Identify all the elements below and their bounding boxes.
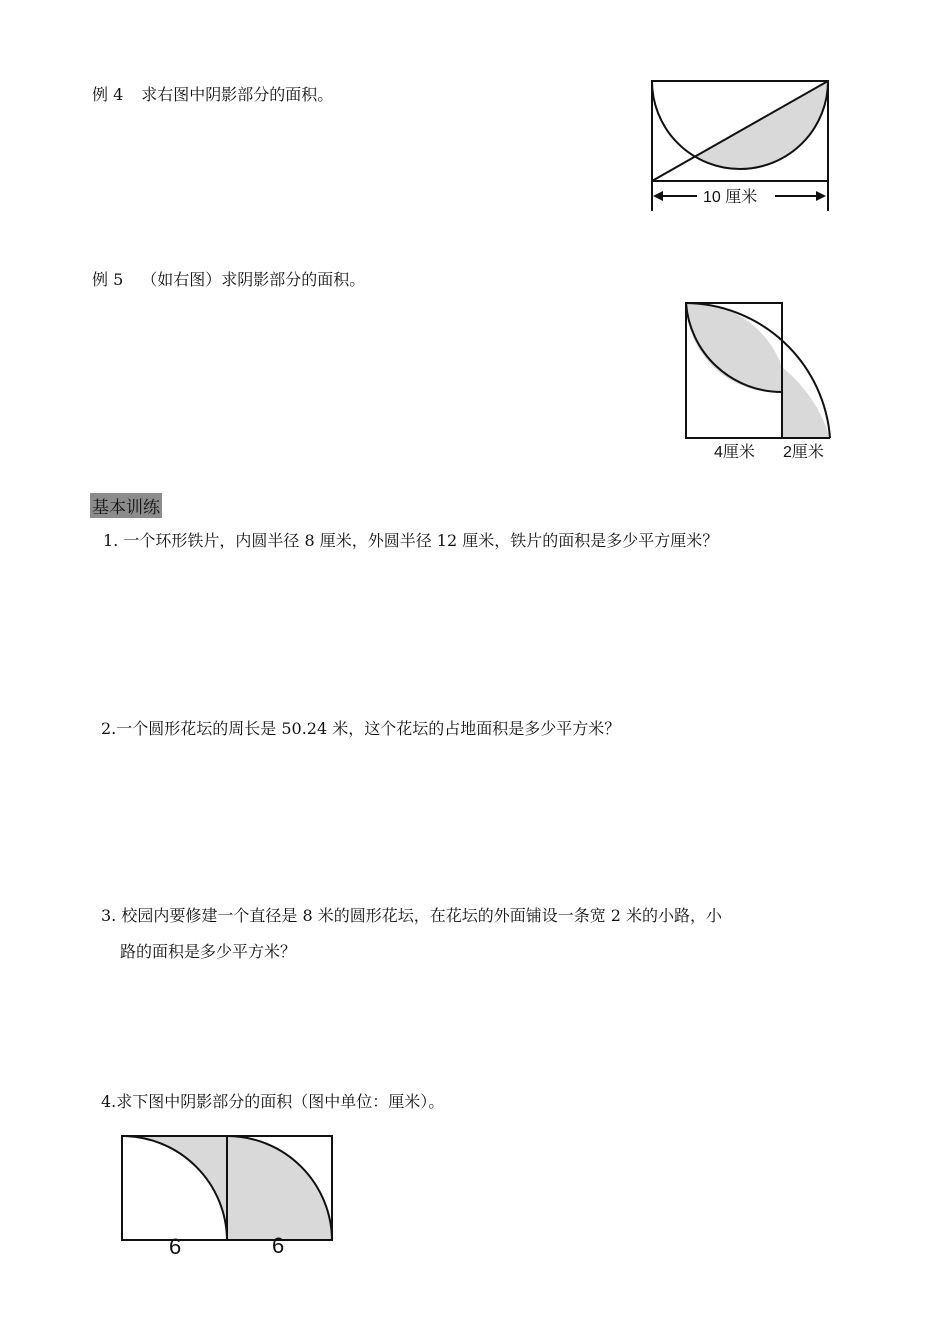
question-3-line-1: 3. 校园内要修建一个直径是 8 米的圆形花坛，在花坛的外面铺设一条宽 2 米的小路，小: [101, 906, 723, 925]
question-2: 2.一个圆形花坛的周长是 50.24 米，这个花坛的占地面积是多少平方米？: [101, 719, 621, 738]
example4-shaded-region: [652, 81, 828, 169]
question-1: 1. 一个环形铁片，内圆半径 8 厘米，外圆半径 12 厘米，铁片的面积是多少平方厘米？: [103, 531, 719, 550]
example5-label: 例 5: [92, 270, 124, 289]
section-heading: 基本训练: [90, 493, 162, 518]
example5-question: [92, 269, 365, 291]
example4-figure: [645, 76, 835, 216]
question4-figure: [115, 1130, 345, 1265]
example4-text: 求右图中阴影部分的面积。: [141, 85, 334, 104]
example4-arrowhead-left: [653, 191, 663, 201]
example5-dim-right: 2厘米: [783, 444, 824, 461]
example4-label: 例 4: [92, 85, 124, 104]
example4-dimension-label: 10 厘米: [703, 189, 758, 206]
question-3-line-2: 路的面积是多少平方米？: [120, 942, 297, 961]
question4-dim-left: 6: [169, 1234, 182, 1259]
example4-question: [92, 84, 333, 106]
question4-shaded-right: [227, 1136, 332, 1240]
example4-arrowhead-right: [816, 191, 826, 201]
question4-dim-right: 6: [272, 1233, 285, 1258]
example5-text: （如右图）求阴影部分的面积。: [141, 270, 366, 289]
question-4: 4.求下图中阴影部分的面积（图中单位：厘米）。: [101, 1092, 445, 1111]
question4-shaded-left: [122, 1136, 227, 1240]
example5-dim-left: 4厘米: [714, 444, 755, 461]
example5-figure: [680, 296, 840, 466]
